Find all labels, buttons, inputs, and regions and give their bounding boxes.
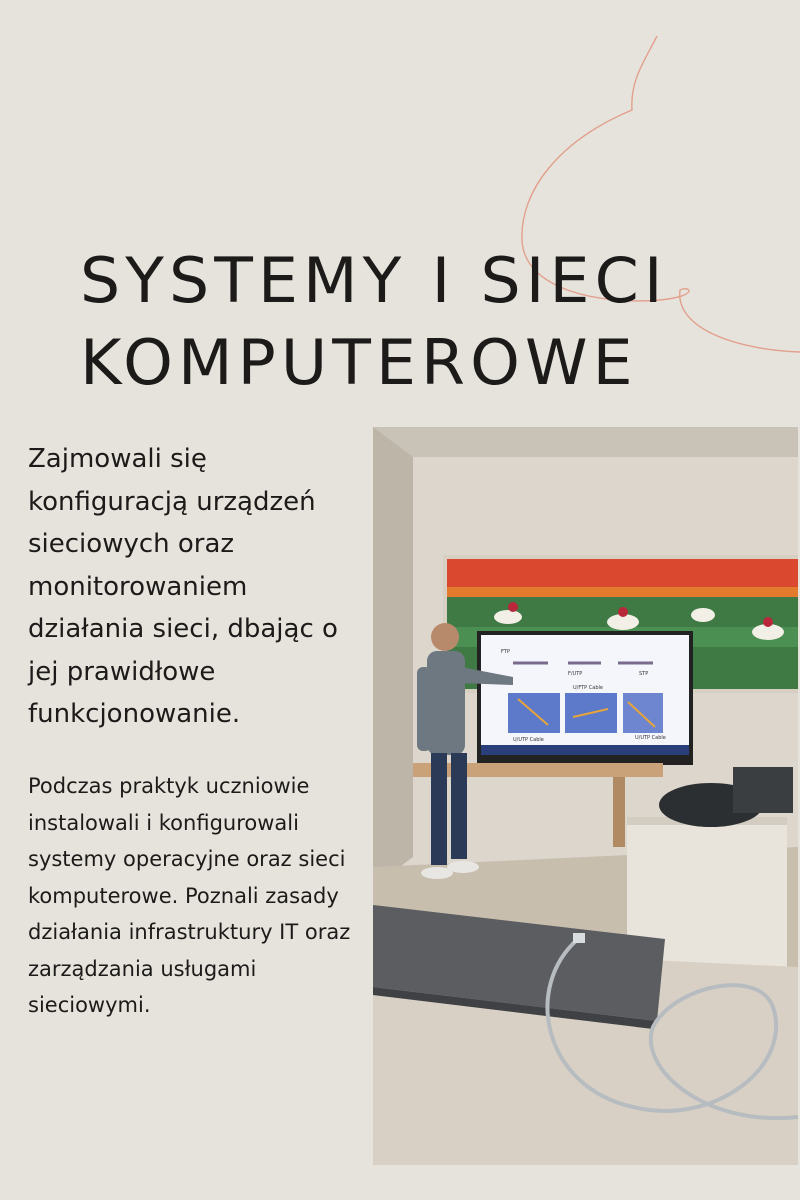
body-paragraph: Podczas praktyk uczniowie instalowali i konfigurowali systemy operacyjne oraz sieci komputerowe. Poznali zasady działania infrastruktury IT oraz zarządzania usługami sieciowymi. bbox=[28, 774, 351, 1017]
screen-label-uftp: U/FTP Cable bbox=[573, 685, 603, 691]
lead-paragraph: Zajmowali się konfiguracją urządzeń sieciowych oraz monitorowaniem działania sieci, dbając o jej prawidłowe funkcjonowanie. bbox=[28, 444, 338, 729]
screen-label-uutp-b: U/UTP Cable bbox=[513, 737, 544, 743]
page-title bbox=[80, 240, 753, 404]
title-line-1: SYSTEMY I SIECI bbox=[80, 244, 668, 317]
screen-label-stp: STP bbox=[639, 671, 649, 677]
classroom-photo bbox=[373, 427, 798, 1165]
title-line-2: KOMPUTEROWE bbox=[80, 326, 638, 399]
screen-label-ftp: FTP bbox=[501, 649, 510, 655]
classroom-photo-illustration bbox=[373, 427, 798, 1165]
screen-label-futp: F/UTP bbox=[568, 671, 583, 677]
screen-label-uutp-a: U/UTP Cable bbox=[635, 735, 666, 741]
